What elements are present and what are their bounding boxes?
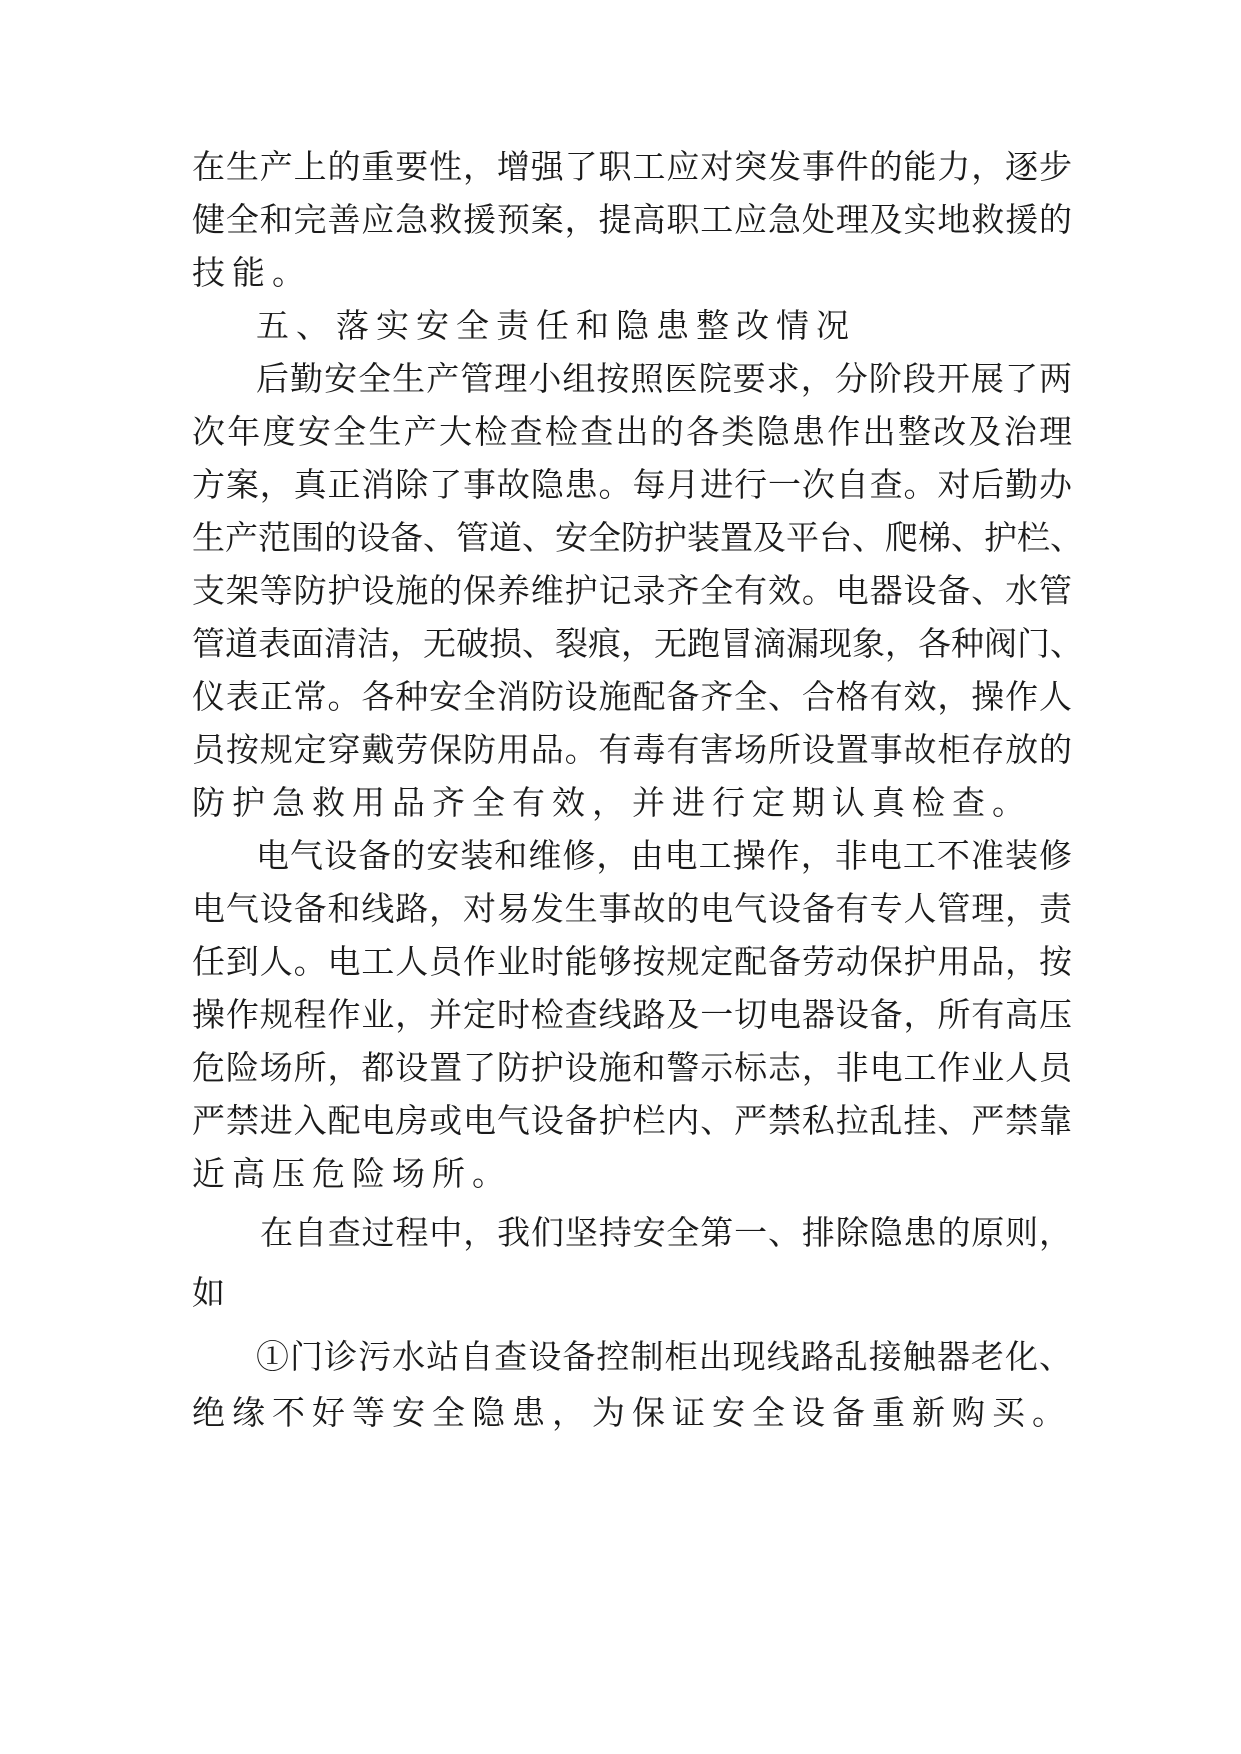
- text-line-3: 技能。: [192, 253, 312, 292]
- text-line-5: 后勤安全生产管理小组按照医院要求，分阶段开展了两: [256, 359, 1072, 398]
- text-line-10: 管道表面清洁，无破损、裂痕，无跑冒滴漏现象，各种阀门、: [192, 624, 1083, 663]
- text-line-12: 员按规定穿戴劳保防用品。有毒有害场所设置事故柜存放的: [192, 730, 1072, 769]
- text-line-8: 生产范围的设备、管道、安全防护装置及平台、爬梯、护栏、: [192, 518, 1083, 557]
- text-line-14: 电气设备的安装和维修，由电工操作，非电工不准装修: [256, 836, 1072, 875]
- text-line-7: 方案，真正消除了事故隐患。每月进行一次自查。对后勤办: [192, 465, 1072, 504]
- text-line-20: 近高压危险场所。: [192, 1154, 512, 1193]
- list-item-1: ①门诊污水站自查设备控制柜出现线路乱接触器老化、: [256, 1337, 1072, 1376]
- text-line-16: 任到人。电工人员作业时能够按规定配备劳动保护用品，按: [192, 942, 1072, 981]
- text-line-9: 支架等防护设施的保养维护记录齐全有效。电器设备、水管: [192, 571, 1072, 610]
- text-line-15: 电气设备和线路，对易发生事故的电气设备有专人管理，责: [192, 889, 1072, 928]
- text-line-22: 如: [192, 1273, 232, 1312]
- text-line-19: 严禁进入配电房或电气设备护栏内、严禁私拉乱挂、严禁靠: [192, 1101, 1072, 1140]
- text-line-6: 次年度安全生产大检查检查出的各类隐患作出整改及治理: [192, 412, 1072, 451]
- text-line-13: 防护急救用品齐全有效，并进行定期认真检查。: [192, 783, 1032, 822]
- text-line-18: 危险场所，都设置了防护设施和警示标志，非电工作业人员: [192, 1048, 1072, 1087]
- text-line-2: 健全和完善应急救援预案，提高职工应急处理及实地救援的: [192, 200, 1072, 239]
- text-line-1: 在生产上的重要性，增强了职工应对突发事件的能力，逐步: [192, 147, 1072, 186]
- text-line-17: 操作规程作业，并定时检查线路及一切电器设备，所有高压: [192, 995, 1072, 1034]
- text-line-21: 在自查过程中，我们坚持安全第一、排除隐患的原则，: [260, 1213, 1072, 1252]
- list-item-1-cont: 绝缘不好等安全隐患，为保证安全设备重新购买。: [192, 1393, 1072, 1432]
- text-line-11: 仪表正常。各种安全消防设施配备齐全、合格有效，操作人: [192, 677, 1072, 716]
- section-heading: 五、落实安全责任和隐患整改情况: [256, 306, 856, 345]
